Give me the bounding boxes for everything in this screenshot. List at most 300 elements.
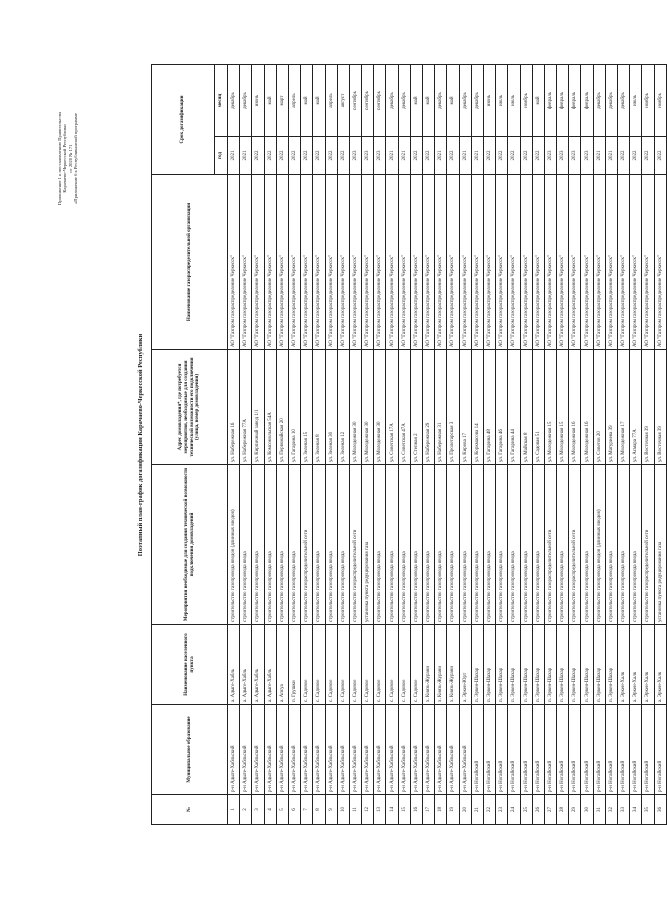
table-row — [532, 64, 544, 824]
cell-municipality: р-н Ногайский — [557, 705, 569, 795]
cell-address: ул. Зеленая 8 — [313, 350, 325, 465]
cell-settlement: с. Садовое — [398, 625, 410, 705]
cell-address: ул. Набережная 29 — [423, 350, 435, 465]
cell-municipality: р-н Адыге-Хабльский — [240, 705, 252, 795]
table-row — [544, 64, 556, 824]
cell-municipality: р-н Ногайский — [605, 705, 617, 795]
cell-settlement: п. Эркен-Шахар — [581, 625, 593, 705]
cell-measures: строительство газопровода ввода — [386, 465, 398, 625]
cell-address: ул. Майская 8 — [520, 350, 532, 465]
cell-municipality: р-н Адыге-Хабльский — [276, 705, 288, 795]
cell-municipality: р-н Ногайский — [618, 705, 630, 795]
cell-month: декабрь — [435, 64, 447, 136]
cell-settlement: п. Эркен-Шахар — [483, 625, 495, 705]
cell-month: сентябрь — [349, 64, 361, 136]
table-row — [496, 64, 508, 824]
cell-measures: строительство газопровода вводов (длинных вводов) — [228, 465, 240, 625]
header-municipality: Муниципальное образование — [152, 705, 228, 795]
cell-settlement: с. Садовое — [349, 625, 361, 705]
cell-num: 30 — [581, 795, 593, 825]
cell-month: декабрь — [386, 64, 398, 136]
cell-num: 9 — [325, 795, 337, 825]
header-address: Адрес домовладения*, где потребуется мероприятия, необходимые для создания технической возможности его подключения (улица, номер домовладения) — [152, 350, 228, 465]
cell-year: 2022 — [483, 137, 495, 175]
table-row — [593, 64, 605, 824]
table-row — [362, 64, 374, 824]
cell-year: 2022 — [508, 137, 520, 175]
table-row — [398, 64, 410, 824]
cell-org: АО "Газпром газораспределение Черкесск" — [630, 175, 642, 350]
cell-num: 20 — [459, 795, 471, 825]
cell-measures: строительство газопровода ввода — [252, 465, 264, 625]
cell-municipality: р-н Адыге-Хабльский — [386, 705, 398, 795]
cell-municipality: р-н Ногайский — [581, 705, 593, 795]
cell-address: ул. Молодежная 16 — [581, 350, 593, 465]
rotated-sheet — [55, 65, 663, 825]
stamp-line-3: от 2020 № 171 — [67, 144, 73, 173]
cell-settlement: с. Садовое — [337, 625, 349, 705]
cell-address: ул. Гагарина 48 — [483, 350, 495, 465]
cell-org: АО "Газпром газораспределение Черкесск" — [569, 175, 581, 350]
cell-settlement: п. Эркен-Шахар — [508, 625, 520, 705]
cell-municipality: р-н Адыге-Хабльский — [435, 705, 447, 795]
table-row — [228, 64, 240, 824]
table-row — [483, 64, 495, 824]
cell-address: ул. Набережная 16 — [228, 350, 240, 465]
cell-org: АО "Газпром газораспределение Черкесск" — [240, 175, 252, 350]
cell-settlement: п. Грушки — [288, 625, 300, 705]
cell-month: декабрь — [240, 64, 252, 136]
cell-address: ул. Комсомольская 54А — [264, 350, 276, 465]
cell-address: ул. Молодежная 15 — [557, 350, 569, 465]
cell-num: 1 — [228, 795, 240, 825]
cell-settlement: х. Князь-Журани — [447, 625, 459, 705]
cell-month: июнь — [483, 64, 495, 136]
cell-year: 2022 — [252, 137, 264, 175]
cell-address: ул. Зеленая 12 — [337, 350, 349, 465]
table-row — [386, 64, 398, 824]
table-row — [337, 64, 349, 824]
cell-org: АО "Газпром газораспределение Черкесск" — [532, 175, 544, 350]
cell-measures: строительство газопровода ввода — [313, 465, 325, 625]
cell-measures: строительство газопровода ввода — [605, 465, 617, 625]
cell-settlement: х. Князь-Журани — [435, 625, 447, 705]
cell-year: 2021 — [386, 137, 398, 175]
table-row — [520, 64, 532, 824]
cell-address: ул. Восточная 39 — [642, 350, 654, 465]
cell-month: декабрь — [618, 64, 630, 136]
cell-org: АО "Газпром газораспределение Черкесск" — [252, 175, 264, 350]
cell-municipality: р-н Адыге-Хабльский — [459, 705, 471, 795]
cell-year: 2022 — [313, 137, 325, 175]
cell-municipality: р-н Ногайский — [496, 705, 508, 795]
cell-month: май — [313, 64, 325, 136]
cell-address: ул. Советская 47А — [398, 350, 410, 465]
cell-municipality: р-н Ногайский — [642, 705, 654, 795]
cell-num: 2 — [240, 795, 252, 825]
cell-year: 2022 — [520, 137, 532, 175]
cell-settlement: а. Адыге-Хабль — [264, 625, 276, 705]
cell-settlement: п. Эркен-Шахар — [532, 625, 544, 705]
cell-month: декабрь — [228, 64, 240, 136]
cell-year: 2023 — [362, 137, 374, 175]
cell-settlement: а. Эркен-Халк — [618, 625, 630, 705]
cell-year: 2022 — [447, 137, 459, 175]
cell-month: июль — [630, 64, 642, 136]
cell-municipality: р-н Адыге-Хабльский — [337, 705, 349, 795]
cell-municipality: р-н Ногайский — [508, 705, 520, 795]
cell-settlement: а. Адыге-Хабль — [228, 625, 240, 705]
table-row — [471, 64, 483, 824]
cell-num: 31 — [593, 795, 605, 825]
cell-year: 2021 — [471, 137, 483, 175]
approval-stamp — [57, 71, 79, 246]
cell-municipality: р-н Адыге-Хабльский — [264, 705, 276, 795]
cell-num: 16 — [410, 795, 422, 825]
cell-municipality: р-н Адыге-Хабльский — [228, 705, 240, 795]
cell-address: ул. Матуриева 39 — [605, 350, 617, 465]
cell-org: АО "Газпром газораспределение Черкесск" — [386, 175, 398, 350]
header-num: № — [152, 795, 228, 825]
cell-settlement: а. Эркен-Халк — [630, 625, 642, 705]
cell-measures: строительство газораспределительной сети — [544, 465, 556, 625]
cell-settlement: п. Эркен-Шахар — [520, 625, 532, 705]
cell-address: ул. Восточная 39 — [654, 350, 666, 465]
cell-year: 2023 — [544, 137, 556, 175]
cell-org: АО "Газпром газораспределение Черкесск" — [544, 175, 556, 350]
table-row — [374, 64, 386, 824]
cell-num: 5 — [276, 795, 288, 825]
cell-year: 2021 — [435, 137, 447, 175]
cell-municipality: р-н Ногайский — [569, 705, 581, 795]
cell-month: ноябрь — [642, 64, 654, 136]
cell-org: АО "Газпром газораспределение Черкесск" — [228, 175, 240, 350]
header-settlement: Наименование населенного пункта — [152, 625, 228, 705]
cell-month: февраль — [581, 64, 593, 136]
cell-year: 2023 — [374, 137, 386, 175]
cell-year: 2022 — [410, 137, 422, 175]
cell-num: 12 — [362, 795, 374, 825]
cell-month: декабрь — [605, 64, 617, 136]
cell-year: 2023 — [349, 137, 361, 175]
cell-settlement: с. Садовое — [301, 625, 313, 705]
cell-month: июль — [496, 64, 508, 136]
cell-address: ул. Молодежная 30 — [349, 350, 361, 465]
cell-year: 2022 — [301, 137, 313, 175]
cell-org: АО "Газпром газораспределение Черкесск" — [581, 175, 593, 350]
cell-measures: строительство газопровода ввода — [471, 465, 483, 625]
cell-org: АО "Газпром газораспределение Черкесск" — [654, 175, 666, 350]
cell-measures: строительство газопровода ввода — [374, 465, 386, 625]
table-row — [349, 64, 361, 824]
cell-year: 2023 — [581, 137, 593, 175]
table-row — [288, 64, 300, 824]
cell-settlement: с. Садовое — [325, 625, 337, 705]
cell-address: ул. Пролетарская 3 — [447, 350, 459, 465]
cell-municipality: р-н Адыге-Хабльский — [313, 705, 325, 795]
cell-year: 2021 — [593, 137, 605, 175]
cell-measures: строительство газопровода ввода — [508, 465, 520, 625]
cell-month: сентябрь — [374, 64, 386, 136]
cell-address: ул. Молодежная 15 — [544, 350, 556, 465]
table-row — [435, 64, 447, 824]
cell-municipality: р-н Адыге-Хабльский — [374, 705, 386, 795]
cell-address: ул. Гагарина 10 — [288, 350, 300, 465]
cell-year: 2022 — [654, 137, 666, 175]
cell-year: 2022 — [264, 137, 276, 175]
cell-month: февраль — [557, 64, 569, 136]
cell-address: ул. Набережная 77А — [240, 350, 252, 465]
cell-measures: строительство газопровода ввода — [410, 465, 422, 625]
cell-year: 2022 — [337, 137, 349, 175]
cell-municipality: р-н Адыге-Хабльский — [349, 705, 361, 795]
cell-measures: строительство газопровода ввода — [618, 465, 630, 625]
header-org: Наименование газораспределительной организации — [152, 175, 228, 350]
cell-org: АО "Газпром газораспределение Черкесск" — [435, 175, 447, 350]
cell-measures: строительство газопровода ввода — [557, 465, 569, 625]
cell-org: АО "Газпром газораспределение Черкесск" — [520, 175, 532, 350]
cell-address: ул. Кирпичный завод 1/1 — [252, 350, 264, 465]
cell-municipality: р-н Адыге-Хабльский — [362, 705, 374, 795]
plan-table — [151, 64, 667, 825]
cell-org: АО "Газпром газораспределение Черкесск" — [374, 175, 386, 350]
cell-measures: установка пункта редуцирования газа — [654, 465, 666, 625]
cell-settlement: п. Эркен-Шахар — [496, 625, 508, 705]
stamp-line-4: «Приложение 6 к Республиканской программе — [73, 113, 79, 205]
cell-year: 2023 — [569, 137, 581, 175]
cell-municipality: р-н Ногайский — [593, 705, 605, 795]
cell-municipality: р-н Ногайский — [520, 705, 532, 795]
cell-measures: строительство газораспределительной сети — [569, 465, 581, 625]
cell-municipality: р-н Ногайский — [654, 705, 666, 795]
cell-municipality: р-н Адыге-Хабльский — [301, 705, 313, 795]
cell-org: АО "Газпром газораспределение Черкесск" — [362, 175, 374, 350]
cell-num: 25 — [520, 795, 532, 825]
cell-year: 2021 — [605, 137, 617, 175]
cell-year: 2022 — [630, 137, 642, 175]
cell-num: 6 — [288, 795, 300, 825]
cell-municipality: р-н Адыге-Хабльский — [325, 705, 337, 795]
table-row — [447, 64, 459, 824]
table-row — [313, 64, 325, 824]
cell-num: 29 — [569, 795, 581, 825]
cell-month: февраль — [544, 64, 556, 136]
header-month: месяц — [215, 64, 228, 136]
cell-year: 2022 — [496, 137, 508, 175]
cell-month: апрель — [325, 64, 337, 136]
cell-org: АО "Газпром газораспределение Черкесск" — [471, 175, 483, 350]
cell-year: 2022 — [642, 137, 654, 175]
cell-measures: строительство газораспределительной сети — [642, 465, 654, 625]
cell-year: 2022 — [532, 137, 544, 175]
cell-address: ул. Набережная 31 — [435, 350, 447, 465]
cell-num: 14 — [386, 795, 398, 825]
table-row — [605, 64, 617, 824]
cell-measures: строительство газопровода ввода — [288, 465, 300, 625]
cell-org: АО "Газпром газораспределение Черкесск" — [349, 175, 361, 350]
cell-measures: строительство газопровода ввода — [276, 465, 288, 625]
cell-org: АО "Газпром газораспределение Черкесск" — [301, 175, 313, 350]
table-row — [557, 64, 569, 824]
cell-num: 4 — [264, 795, 276, 825]
table-row — [410, 64, 422, 824]
cell-municipality: р-н Адыге-Хабльский — [410, 705, 422, 795]
cell-address: ул. Гагарина 46 — [496, 350, 508, 465]
cell-month: июль — [508, 64, 520, 136]
cell-month: ноябрь — [520, 64, 532, 136]
cell-settlement: а. Адыге-Хабль — [240, 625, 252, 705]
cell-measures: строительство газопровода ввода — [337, 465, 349, 625]
cell-measures: строительство газопровода ввода — [240, 465, 252, 625]
cell-measures: строительство газопровода ввода — [520, 465, 532, 625]
cell-num: 24 — [508, 795, 520, 825]
cell-settlement: п. Эркен-Шахар — [471, 625, 483, 705]
table-row — [276, 64, 288, 824]
cell-municipality: р-н Адыге-Хабльский — [252, 705, 264, 795]
header-deadline: Срок догазификации — [152, 64, 215, 174]
cell-num: 10 — [337, 795, 349, 825]
header-measures: Мероприятия необходимые для создания технической возможности подключения домовладений — [152, 465, 228, 625]
table-row — [264, 64, 276, 824]
cell-measures: строительство газопровода ввода — [325, 465, 337, 625]
cell-num: 18 — [435, 795, 447, 825]
cell-num: 19 — [447, 795, 459, 825]
cell-year: 2021 — [459, 137, 471, 175]
cell-org: АО "Газпром газораспределение Черкесск" — [593, 175, 605, 350]
cell-year: 2022 — [288, 137, 300, 175]
cell-month: декабрь — [459, 64, 471, 136]
stamp-line-2: Карачаево-Черкесской Республики — [62, 124, 68, 193]
cell-address: ул. Первомайская 20 — [276, 350, 288, 465]
table-row — [301, 64, 313, 824]
cell-month: август — [337, 64, 349, 136]
cell-settlement: а. Апсуа — [276, 625, 288, 705]
cell-org: АО "Газпром газораспределение Черкесск" — [605, 175, 617, 350]
document-title: Поэтапный план-график догазификации Карачаево-Черкесской Республики — [137, 333, 144, 557]
cell-month: май — [423, 64, 435, 136]
cell-month: март — [276, 64, 288, 136]
cell-settlement: а. Эркен-Халк — [654, 625, 666, 705]
cell-municipality: р-н Ногайский — [471, 705, 483, 795]
cell-org: АО "Газпром газораспределение Черкесск" — [483, 175, 495, 350]
cell-municipality: р-н Ногайский — [532, 705, 544, 795]
cell-month: апрель — [288, 64, 300, 136]
cell-address: ул. Молодежная 30 — [362, 350, 374, 465]
cell-month: ноябрь — [654, 64, 666, 136]
cell-org: АО "Газпром газораспределение Черкесск" — [337, 175, 349, 350]
cell-address: ул. Молодежная 16 — [569, 350, 581, 465]
cell-month: май — [447, 64, 459, 136]
cell-address: ул. Садовая 51 — [532, 350, 544, 465]
cell-measures: строительство газопровода ввода — [532, 465, 544, 625]
cell-org: АО "Газпром газораспределение Черкесск" — [276, 175, 288, 350]
cell-settlement: п. Эркен-Шахар — [557, 625, 569, 705]
cell-municipality: р-н Ногайский — [630, 705, 642, 795]
cell-settlement: х. Князь-Журани — [423, 625, 435, 705]
cell-num: 8 — [313, 795, 325, 825]
table-row — [642, 64, 654, 824]
cell-num: 13 — [374, 795, 386, 825]
cell-measures: строительство газопровода вводов (длинных вводов) — [593, 465, 605, 625]
cell-num: 7 — [301, 795, 313, 825]
cell-address: ул. Советская 17А — [386, 350, 398, 465]
cell-measures: строительство газопровода ввода — [581, 465, 593, 625]
cell-measures: строительство газопровода ввода — [496, 465, 508, 625]
cell-num: 11 — [349, 795, 361, 825]
cell-measures: строительство газопровода ввода — [447, 465, 459, 625]
cell-month: май — [264, 64, 276, 136]
cell-month: декабрь — [593, 64, 605, 136]
table-row — [423, 64, 435, 824]
cell-num: 22 — [483, 795, 495, 825]
cell-num: 34 — [630, 795, 642, 825]
cell-settlement: п. Эркен-Шахар — [569, 625, 581, 705]
cell-measures: строительство газораспределительной сети — [349, 465, 361, 625]
cell-num: 33 — [618, 795, 630, 825]
cell-year: 2023 — [557, 137, 569, 175]
cell-month: июнь — [252, 64, 264, 136]
cell-num: 35 — [642, 795, 654, 825]
cell-settlement: а. Эркен-Юрт — [459, 625, 471, 705]
cell-settlement: с. Садовое — [410, 625, 422, 705]
cell-year: 2022 — [618, 137, 630, 175]
cell-municipality: р-н Ногайский — [544, 705, 556, 795]
cell-month: май — [532, 64, 544, 136]
cell-address: ул. Гагарина 44 — [508, 350, 520, 465]
table-row — [252, 64, 264, 824]
table-row — [654, 64, 666, 824]
cell-num: 27 — [544, 795, 556, 825]
cell-address: ул. Зеленая 15 — [301, 350, 313, 465]
cell-municipality: р-н Адыге-Хабльский — [398, 705, 410, 795]
cell-org: АО "Газпром газораспределение Черкесск" — [618, 175, 630, 350]
cell-settlement: п. Эркен-Шахар — [605, 625, 617, 705]
cell-org: АО "Газпром газораспределение Черкесск" — [313, 175, 325, 350]
table-row — [459, 64, 471, 824]
cell-measures: строительство газораспределительной сети — [301, 465, 313, 625]
cell-num: 21 — [471, 795, 483, 825]
cell-org: АО "Газпром газораспределение Черкесск" — [423, 175, 435, 350]
cell-year: 2022 — [276, 137, 288, 175]
cell-settlement: п. Эркен-Шахар — [544, 625, 556, 705]
cell-measures: строительство газопровода ввода — [264, 465, 276, 625]
cell-settlement: с. Садовое — [313, 625, 325, 705]
cell-settlement: с. Садовое — [362, 625, 374, 705]
cell-address: ул. Асмара 77А — [630, 350, 642, 465]
cell-municipality: р-н Ногайский — [483, 705, 495, 795]
cell-settlement: с. Садовое — [386, 625, 398, 705]
cell-measures: установка пункта редуцирования газа — [362, 465, 374, 625]
cell-num: 26 — [532, 795, 544, 825]
cell-address: ул. Молодежная 17 — [618, 350, 630, 465]
cell-org: АО "Газпром газораспределение Черкесск" — [398, 175, 410, 350]
cell-month: май — [301, 64, 313, 136]
cell-org: АО "Газпром газораспределение Черкесск" — [410, 175, 422, 350]
cell-municipality: р-н Адыге-Хабльский — [288, 705, 300, 795]
cell-num: 36 — [654, 795, 666, 825]
cell-address: ул. Советов 20 — [593, 350, 605, 465]
cell-settlement: а. Адыге-Хабль — [252, 625, 264, 705]
cell-month: декабрь — [471, 64, 483, 136]
cell-year: 2022 — [423, 137, 435, 175]
cell-measures: строительство газопровода ввода — [459, 465, 471, 625]
header-year: год — [215, 137, 228, 175]
cell-org: АО "Газпром газораспределение Черкесск" — [508, 175, 520, 350]
cell-month: декабрь — [398, 64, 410, 136]
table-row — [569, 64, 581, 824]
cell-settlement: а. Эркен-Халк — [642, 625, 654, 705]
cell-org: АО "Газпром газораспределение Черкесск" — [557, 175, 569, 350]
